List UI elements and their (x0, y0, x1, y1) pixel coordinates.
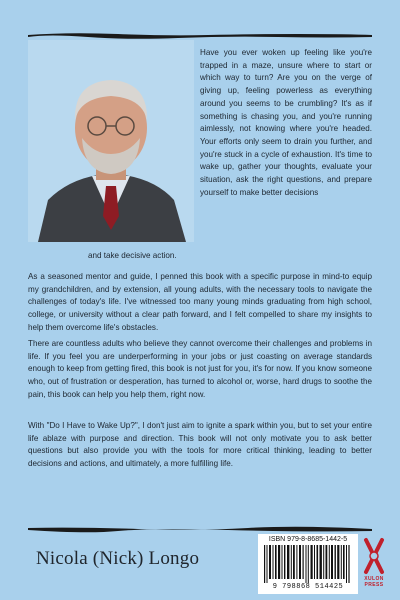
author-photo (28, 40, 194, 242)
intro-paragraph-tail: and take decisive action. (88, 251, 177, 260)
body-paragraph-1: As a seasoned mentor and guide, I penned this book with a specific purpose in mind-to equip my grandchildren, and by extension, all young adults, with the necessary tools to navigate the challenges of today's life. I've witnessed too many young minds graduating from high school, college, or university without a clear path forward, and I felt compelled to share my insights to help them overcome life's obstacles. (28, 272, 372, 332)
barcode-icon (262, 545, 354, 583)
top-brush-stroke (28, 30, 372, 40)
body-paragraph-3: With "Do I Have to Wake Up?", I don't just aim to ignite a spark within you, but to set your entire life ablaze with purpose and direction. This book will not only motivate you to ask better questions but also provide you with the tools for more critical thinking, leading to better decisions and actions, and ultimately, a more fulfilling life. (28, 421, 372, 469)
body-paragraph-2: There are countless adults who believe they cannot overcome their challenges and problems in life. If you feel you are underperforming in your jobs or just coasting on average standards enough to keep from getting fired, this book is not just for you, it's for now. If you know someone who, out of frustration or desperation, has turned to alcohol or, worse, hard drugs to soothe the pain, this book can help you help them, right now. (28, 339, 372, 399)
author-name: Nicola (Nick) Longo (36, 548, 200, 569)
publisher-logo (360, 536, 388, 588)
isbn-label: ISBN 979-8-8685-1442-5 (268, 536, 348, 543)
bottom-brush-stroke (28, 524, 372, 534)
barcode-number: 9 798868 514425 (272, 583, 344, 591)
intro-paragraph: Have you ever woken up feeling like you're trapped in a maze, unsure where to start or which way to turn? Are you on the verge of giving up, feeling powerless as everything around you seems to be crumbling? It's as if something is chasing you, and you're running aimlessly, not knowing where you're headed. Your efforts only seem to drain you further, and you're stuck in a cycle of exhaustion. It's time to wake up, gather your thoughts, evaluate your situation, ask the right questions, and prepare yourself to make better decisions (200, 48, 372, 197)
isbn-barcode (258, 534, 358, 594)
publisher-name: XULON PRESS (364, 576, 384, 588)
